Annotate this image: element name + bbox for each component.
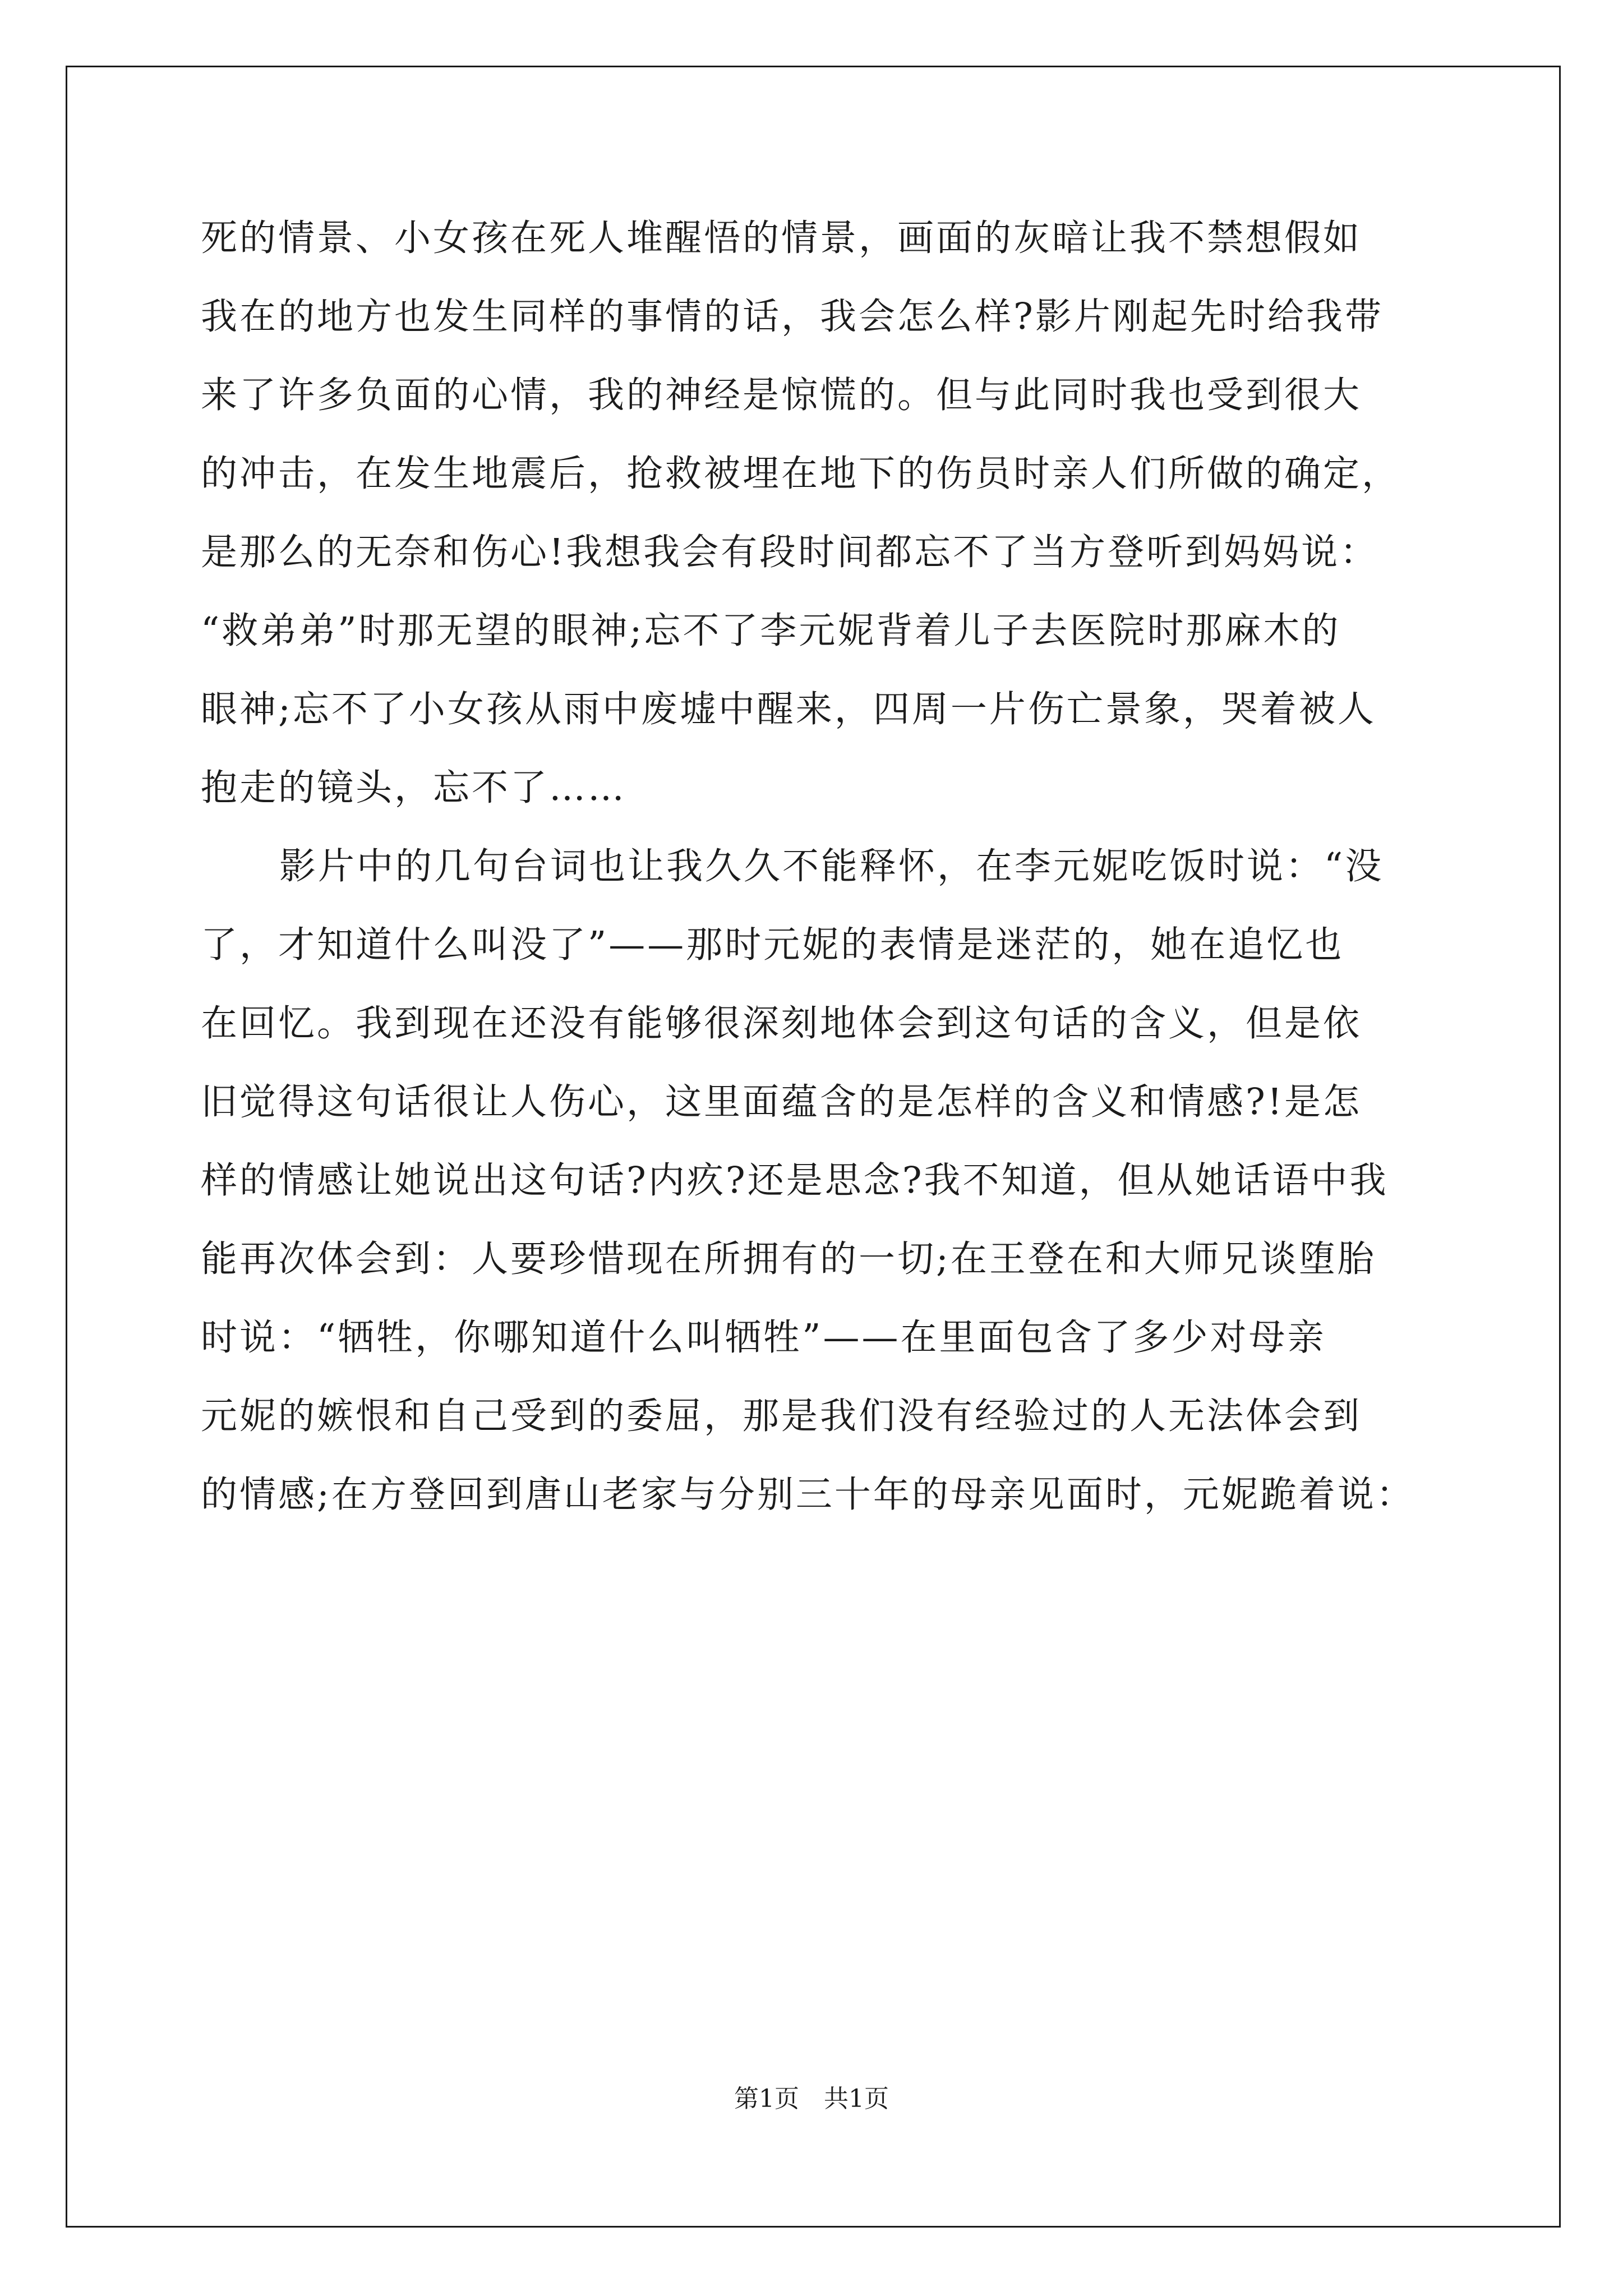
- text-line: 时说：“牺牲，你哪知道什么叫牺牲”——在里面包含了多少对母亲: [201, 1317, 1326, 1359]
- page-number: 第1页 共1页: [734, 2085, 889, 2113]
- text-line: 样的情感让她说出这句话?内疚?还是思念?我不知道，但从她话语中我: [201, 1159, 1389, 1202]
- text-line: 是那么的无奈和伤心!我想我会有段时间都忘不了当方登听到妈妈说：: [201, 531, 1379, 573]
- text-line: 旧觉得这句话很让人伤心，这里面蕴含的是怎样的含义和情感?!是怎: [201, 1081, 1362, 1123]
- text-line: 元妮的嫉恨和自己受到的委屈，那是我们没有经验过的人无法体会到: [201, 1395, 1362, 1437]
- text-line: “救弟弟”时那无望的眼神;忘不了李元妮背着儿子去医院时那麻木的: [201, 610, 1341, 652]
- paragraph-1: [201, 199, 1429, 827]
- text-line: 的情感;在方登回到唐山老家与分别三十年的母亲见面时，元妮跪着说：: [201, 1474, 1415, 1516]
- text-line: 在回忆。我到现在还没有能够很深刻地体会到这句话的含义，但是依: [201, 1002, 1362, 1045]
- text-line: 抱走的镜头，忘不了……: [201, 767, 627, 809]
- text-line: 的冲击，在发生地震后，抢救被埋在地下的伤员时亲人们所做的确定，: [201, 453, 1401, 495]
- document-body: [201, 199, 1429, 1534]
- text-line: 我在的地方也发生同样的事情的话，我会怎么样?影片刚起先时给我带: [201, 296, 1384, 338]
- text-line: 能再次体会到：人要珍惜现在所拥有的一切;在王登在和大师兄谈堕胎: [201, 1238, 1376, 1280]
- text-line: 影片中的几句台词也让我久久不能释怀，在李元妮吃饭时说：“没: [279, 845, 1384, 887]
- text-line: 死的情景、小女孩在死人堆醒悟的情景，画面的灰暗让我不禁想假如: [201, 217, 1362, 259]
- text-line: 了，才知道什么叫没了”——那时元妮的表情是迷茫的，她在追忆也: [201, 924, 1344, 966]
- paragraph-2: [201, 827, 1429, 1534]
- text-line: 眼神;忘不了小女孩从雨中废墟中醒来，四周一片伤亡景象，哭着被人: [201, 688, 1376, 730]
- text-line: 来了许多负面的心情，我的神经是惊慌的。但与此同时我也受到很大: [201, 374, 1362, 416]
